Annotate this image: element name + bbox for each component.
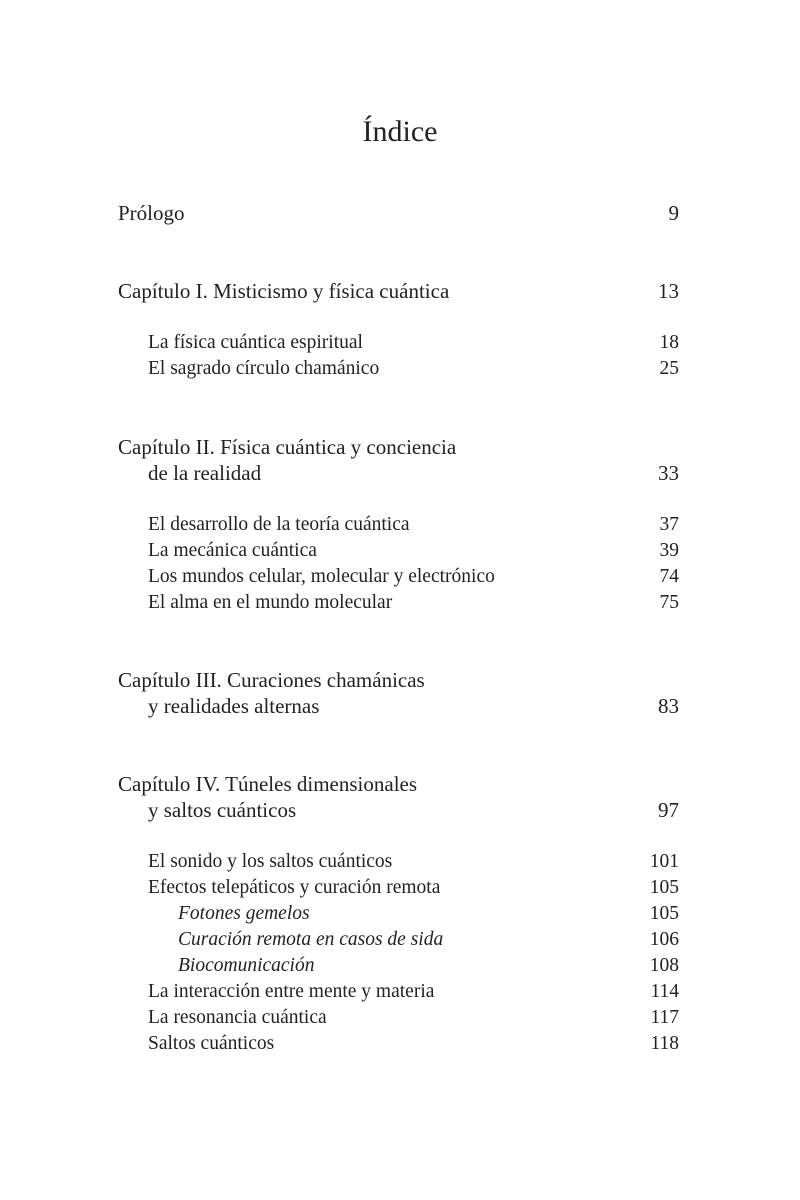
toc-section	[148, 849, 679, 875]
toc-entry-title: Los mundos celular, molecular y electrónico	[148, 566, 495, 587]
toc-section	[148, 590, 679, 616]
toc-entry-title: La interacción entre mente y materia	[148, 981, 435, 1002]
toc-section	[148, 979, 679, 1005]
toc-entry-page: 105	[649, 877, 679, 898]
toc-entry-page: 83	[658, 694, 679, 718]
toc-section	[148, 1005, 679, 1031]
toc-subsection	[178, 901, 679, 927]
page-title: Índice	[362, 115, 438, 148]
toc-chapter-3	[118, 667, 679, 693]
toc-entry-title: Biocomunicación	[178, 955, 315, 976]
toc-section	[148, 564, 679, 590]
toc-section	[148, 512, 679, 538]
toc-entry-title: Efectos telepáticos y curación remota	[148, 877, 441, 898]
toc-entry-page: 101	[649, 851, 679, 872]
toc-entry-title: Prólogo	[118, 201, 185, 225]
toc-chapter-4	[118, 771, 679, 797]
toc-entry-title: Capítulo III. Curaciones chamánicas	[118, 668, 425, 692]
toc-entry-page: 118	[650, 1033, 679, 1054]
toc-entry-title: Curación remota en casos de sida	[178, 929, 444, 950]
toc-section	[148, 538, 679, 564]
toc-entry-title: El sagrado círculo chamánico	[148, 358, 380, 379]
toc-entry-page: 18	[659, 332, 679, 353]
toc-entry-page: 108	[649, 955, 679, 976]
toc-chapter-2-continued	[148, 460, 679, 486]
toc-entry-page: 39	[659, 540, 679, 561]
toc-entry-page: 105	[649, 903, 679, 924]
toc-subsection	[178, 927, 679, 953]
toc-subsection	[178, 953, 679, 979]
toc-section	[148, 356, 679, 382]
toc-entry-page: 97	[658, 798, 679, 822]
toc-entry-title: La mecánica cuántica	[148, 540, 317, 561]
toc-chapter-2	[118, 434, 679, 460]
toc-entry-page: 37	[659, 514, 679, 535]
toc-entry-title-continued: y realidades alternas	[148, 694, 320, 718]
toc-chapter-1	[118, 278, 679, 304]
toc-section	[148, 875, 679, 901]
toc-entry-title: Saltos cuánticos	[148, 1033, 275, 1054]
toc-entry-page: 106	[649, 929, 679, 950]
toc-chapter-4-continued	[148, 797, 679, 823]
toc-entry-page: 117	[650, 1007, 679, 1028]
toc-entry-title-continued: de la realidad	[148, 461, 262, 485]
toc-entry-title: El alma en el mundo molecular	[148, 592, 393, 613]
toc-entry-prologo	[118, 200, 679, 226]
toc-entry-page: 75	[659, 592, 679, 613]
toc-entry-page: 25	[659, 358, 679, 379]
toc-entry-title: El sonido y los saltos cuánticos	[148, 851, 393, 872]
toc-entry-title: El desarrollo de la teoría cuántica	[148, 514, 410, 535]
toc-entry-page: 13	[658, 279, 679, 303]
toc-entry-title: Capítulo IV. Túneles dimensionales	[118, 772, 418, 796]
toc-entry-title: La física cuántica espiritual	[148, 332, 363, 353]
toc-section	[148, 1031, 679, 1057]
toc-entry-title: La resonancia cuántica	[148, 1007, 327, 1028]
toc-section	[148, 330, 679, 356]
toc-entry-title: Capítulo I. Misticismo y física cuántica	[118, 279, 450, 303]
toc-entry-title: Capítulo II. Física cuántica y conciencia	[118, 435, 457, 459]
toc-entry-title-continued: y saltos cuánticos	[148, 798, 297, 822]
toc-entry-page: 9	[668, 201, 679, 225]
toc-entry-page: 33	[658, 461, 679, 485]
toc-entry-page: 74	[659, 566, 679, 587]
toc-chapter-3-continued	[148, 693, 679, 719]
toc-entry-page: 114	[650, 981, 679, 1002]
toc-entry-title: Fotones gemelos	[178, 903, 310, 924]
